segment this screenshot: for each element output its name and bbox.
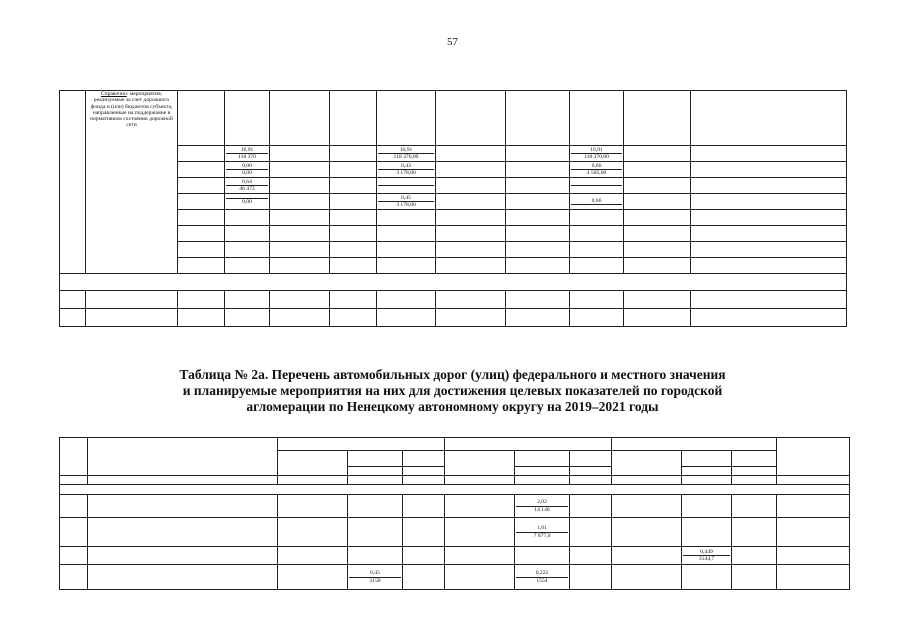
road-name-cell: [88, 547, 278, 565]
page-number: 57: [447, 36, 458, 48]
header-units: [732, 467, 777, 476]
power-cell: [515, 495, 570, 518]
cost-cell: [436, 210, 506, 226]
empty-cell: [691, 210, 847, 226]
row-number-cell: [60, 547, 88, 565]
work-type-cell: [506, 146, 570, 162]
roads-table-body: [60, 438, 850, 590]
cost-cell: [436, 194, 506, 210]
cost-cell: [624, 226, 691, 242]
work-type-cell: [445, 518, 515, 547]
power-cell: [225, 226, 270, 242]
power-cell: [225, 146, 270, 162]
power-cell: [515, 547, 570, 565]
table-row: [60, 518, 850, 547]
work-type-cell: [178, 210, 225, 226]
header-cost: [403, 451, 445, 467]
power-cell: [570, 194, 624, 210]
power-cell: [225, 258, 270, 274]
power-cell: [515, 565, 570, 590]
cost-cell: [732, 565, 777, 590]
table-row: [60, 194, 847, 210]
work-type-cell: [506, 194, 570, 210]
value-bottom: 3 178,00: [378, 201, 434, 208]
value-top: 0,66: [591, 162, 602, 169]
power-cell: [377, 226, 436, 242]
roads-table: [59, 437, 850, 590]
work-type-cell: [506, 91, 570, 146]
purpose-text: Справочно: мероприятия, реализуемые за счет дорожного фонда и (или) бюджетов субъекта, направленные на поддержание в нормативном состоянии дорожной сети: [90, 91, 173, 129]
table-row: [60, 258, 847, 274]
cost-cell: [270, 210, 330, 226]
work-type-cell: [330, 194, 377, 210]
empty-cell: [691, 162, 847, 178]
cost-cell: [624, 242, 691, 258]
header-work-type: [612, 451, 682, 476]
cost-cell: [436, 309, 506, 327]
work-type-cell: [330, 258, 377, 274]
cost-cell: [624, 91, 691, 146]
empty-cell: [691, 242, 847, 258]
cost-cell: [436, 242, 506, 258]
cost-cell: [732, 547, 777, 565]
power-cell: [348, 565, 403, 590]
row-number-cell: [60, 91, 86, 274]
cost-cell: [403, 495, 445, 518]
cost-cell: [624, 194, 691, 210]
title-line-1: Таблица № 2а. Перечень автомобильных дорог (улиц) федерального и местного значения: [179, 367, 726, 382]
table-row: [60, 495, 850, 518]
reserve-object-row: [60, 309, 847, 327]
work-type-cell: [178, 194, 225, 210]
cost-cell: [624, 258, 691, 274]
header-name: [88, 438, 278, 476]
table-row: [60, 242, 847, 258]
work-type-cell: [506, 226, 570, 242]
header-num: [60, 438, 88, 476]
power-cell: [570, 146, 624, 162]
row-number-cell: [60, 309, 86, 327]
value-top: 0,45: [370, 570, 380, 577]
table-row: [60, 91, 847, 146]
header-units: [570, 467, 612, 476]
header-cost: [570, 451, 612, 467]
value-bottom: 3 178,00: [378, 169, 434, 176]
work-type-cell: [506, 242, 570, 258]
reserve-text-cell: [60, 274, 847, 291]
work-type-cell: [612, 518, 682, 547]
header-units: [403, 467, 445, 476]
cost-cell: [624, 178, 691, 194]
work-type-cell: [178, 258, 225, 274]
work-type-cell: [178, 162, 225, 178]
table-row: [60, 146, 847, 162]
power-cell: [225, 91, 270, 146]
power-cell: [570, 91, 624, 146]
value-bottom: [571, 185, 622, 186]
work-type-cell: [178, 226, 225, 242]
header-row: [60, 438, 850, 451]
work-type-cell: [506, 178, 570, 194]
power-cell: [377, 162, 436, 178]
cost-cell: [624, 309, 691, 327]
reserve-object-row: [60, 291, 847, 309]
continuation-table: [59, 90, 847, 327]
cost-cell: [270, 91, 330, 146]
row-number-cell: [60, 495, 88, 518]
value-bottom: 1554: [516, 577, 568, 584]
column-numbers-row: [60, 476, 850, 485]
cost-cell: [624, 291, 691, 309]
value-bottom: 3150: [349, 577, 401, 584]
value-top: 1,01: [537, 525, 547, 532]
value-top: 0,449: [700, 548, 713, 555]
work-type-cell: [330, 162, 377, 178]
work-type-cell: [178, 178, 225, 194]
work-type-cell: [506, 309, 570, 327]
power-cell: [225, 178, 270, 194]
work-type-cell: [612, 495, 682, 518]
header-2021: [612, 438, 777, 451]
power-cell: [570, 226, 624, 242]
cost-cell: [436, 258, 506, 274]
cost-cell: [436, 291, 506, 309]
value-top: 0,66: [591, 197, 602, 204]
title-line-3: агломерации по Ненецкому автономному округу на 2019–2021 годы: [246, 399, 659, 414]
work-type-cell: [445, 495, 515, 518]
cost-cell: [436, 146, 506, 162]
power-cell: [570, 210, 624, 226]
power-cell: [570, 162, 624, 178]
note-cell: [777, 495, 850, 518]
value-top: 16,91: [590, 146, 603, 153]
power-cell: [348, 495, 403, 518]
note-cell: [777, 565, 850, 590]
value-top: 6,64: [242, 178, 252, 185]
work-type-cell: [330, 309, 377, 327]
value-bottom: 118 370: [226, 153, 268, 160]
power-cell: [570, 178, 624, 194]
header-power: [348, 451, 403, 467]
work-type-cell: [330, 91, 377, 146]
cost-cell: [570, 518, 612, 547]
value-top: 0,00: [242, 162, 252, 169]
power-cell: [570, 291, 624, 309]
value-top: 0,45: [401, 194, 411, 201]
column-number: [60, 476, 88, 485]
cost-cell: [270, 242, 330, 258]
work-type-cell: [612, 547, 682, 565]
power-cell: [377, 309, 436, 327]
road-name-cell: [86, 291, 178, 309]
column-number: [682, 476, 732, 485]
work-type-cell: [445, 547, 515, 565]
power-cell: [225, 242, 270, 258]
work-type-cell: [506, 291, 570, 309]
cost-cell: [436, 226, 506, 242]
work-type-cell: [612, 565, 682, 590]
empty-cell: [691, 194, 847, 210]
power-cell: [377, 210, 436, 226]
work-type-cell: [178, 309, 225, 327]
header-power: [515, 451, 570, 467]
work-type-cell: [506, 162, 570, 178]
header-value: [682, 467, 732, 476]
note-cell: [777, 547, 850, 565]
cost-cell: [270, 309, 330, 327]
cost-cell: [270, 291, 330, 309]
work-type-cell: [330, 146, 377, 162]
value-bottom: 46 473: [226, 185, 268, 192]
power-cell: [570, 258, 624, 274]
cost-cell: [570, 565, 612, 590]
power-cell: [682, 547, 732, 565]
section-title: [60, 485, 850, 495]
empty-cell: [691, 226, 847, 242]
cost-cell: [403, 547, 445, 565]
header-work-type: [445, 451, 515, 476]
work-type-cell: [506, 210, 570, 226]
value-bottom: 7 077,0: [516, 532, 568, 539]
power-cell: [377, 146, 436, 162]
power-cell: [377, 242, 436, 258]
header-value: [515, 467, 570, 476]
value-bottom: 0,00: [226, 169, 268, 176]
table-title: [0, 367, 905, 415]
power-cell: [377, 194, 436, 210]
value-bottom: 4 585,00: [571, 169, 622, 176]
empty-cell: [691, 91, 847, 146]
work-type-cell: [445, 565, 515, 590]
work-type-cell: [178, 91, 225, 146]
empty-cell: [691, 291, 847, 309]
column-number: [777, 476, 850, 485]
empty-cell: [691, 258, 847, 274]
value-bottom: [571, 204, 622, 205]
cost-cell: [732, 518, 777, 547]
power-cell: [348, 518, 403, 547]
column-number: [278, 476, 348, 485]
road-name-cell: [88, 495, 278, 518]
value-top: 16,91: [240, 146, 254, 153]
column-number: [348, 476, 403, 485]
cost-cell: [624, 162, 691, 178]
column-number: [88, 476, 278, 485]
row-number-cell: [60, 565, 88, 590]
value-top: 0,222: [535, 570, 549, 577]
cost-cell: [436, 91, 506, 146]
title-line-2: и планируемые мероприятия на них для достижения целевых показателей по городской: [182, 383, 723, 398]
value-bottom: 118 370,00: [378, 153, 434, 160]
power-cell: [682, 495, 732, 518]
header-work-type: [278, 451, 348, 476]
road-name-cell: [86, 309, 178, 327]
value-bottom: 3144,7: [683, 555, 730, 562]
power-cell: [377, 258, 436, 274]
work-type-cell: [330, 210, 377, 226]
cost-cell: [270, 194, 330, 210]
work-type-cell: [278, 495, 348, 518]
value-bottom: [378, 185, 434, 186]
empty-cell: [691, 178, 847, 194]
cost-cell: [270, 258, 330, 274]
cost-cell: [624, 210, 691, 226]
power-cell: [225, 210, 270, 226]
continuation-table-body: [60, 91, 847, 327]
power-cell: [682, 518, 732, 547]
work-type-cell: [330, 242, 377, 258]
table-row: [60, 226, 847, 242]
cost-cell: [403, 518, 445, 547]
work-type-cell: [330, 178, 377, 194]
note-cell: [777, 518, 850, 547]
work-type-cell: [330, 291, 377, 309]
header-note: [777, 438, 850, 476]
cost-cell: [624, 146, 691, 162]
purpose-underlined: Справочно: [100, 91, 127, 97]
value-bottom: 14 140: [516, 506, 568, 513]
value-bottom: 0,00: [226, 198, 268, 205]
purpose-cell: [86, 91, 178, 274]
column-number: [732, 476, 777, 485]
cost-cell: [436, 178, 506, 194]
table-row: [60, 565, 850, 590]
value-bottom: 118 370,00: [571, 153, 622, 160]
work-type-cell: [178, 242, 225, 258]
power-cell: [570, 309, 624, 327]
column-number: [403, 476, 445, 485]
table-row: [60, 210, 847, 226]
reserve-row: [60, 274, 847, 291]
power-cell: [682, 565, 732, 590]
empty-cell: [691, 146, 847, 162]
cost-cell: [570, 547, 612, 565]
power-cell: [225, 291, 270, 309]
work-type-cell: [506, 258, 570, 274]
cost-cell: [403, 565, 445, 590]
cost-cell: [270, 178, 330, 194]
power-cell: [570, 242, 624, 258]
section-row: [60, 485, 850, 495]
power-cell: [348, 547, 403, 565]
header-2019: [278, 438, 445, 451]
power-cell: [377, 91, 436, 146]
column-number: [612, 476, 682, 485]
work-type-cell: [278, 547, 348, 565]
table-row: [60, 547, 850, 565]
value-top: 0,43: [401, 162, 411, 169]
value-top: 2,02: [537, 499, 547, 506]
header-2020: [445, 438, 612, 451]
power-cell: [225, 309, 270, 327]
work-type-cell: [278, 565, 348, 590]
row-number-cell: [60, 291, 86, 309]
power-cell: [377, 291, 436, 309]
cost-cell: [270, 226, 330, 242]
work-type-cell: [178, 146, 225, 162]
table-row: [60, 178, 847, 194]
cost-cell: [732, 495, 777, 518]
header-power: [682, 451, 732, 467]
cost-cell: [270, 162, 330, 178]
header-cost: [732, 451, 777, 467]
column-number: [515, 476, 570, 485]
road-name-cell: [88, 518, 278, 547]
column-number: [445, 476, 515, 485]
road-name-cell: [88, 565, 278, 590]
cost-cell: [436, 162, 506, 178]
work-type-cell: [278, 518, 348, 547]
work-type-cell: [330, 226, 377, 242]
cost-cell: [570, 495, 612, 518]
power-cell: [225, 194, 270, 210]
power-cell: [225, 162, 270, 178]
value-top: 16,91: [399, 146, 413, 153]
column-number: [570, 476, 612, 485]
empty-cell: [691, 309, 847, 327]
table-row: [60, 162, 847, 178]
cost-cell: [270, 146, 330, 162]
row-number-cell: [60, 518, 88, 547]
power-cell: [377, 178, 436, 194]
power-cell: [515, 518, 570, 547]
header-value: [348, 467, 403, 476]
work-type-cell: [178, 291, 225, 309]
